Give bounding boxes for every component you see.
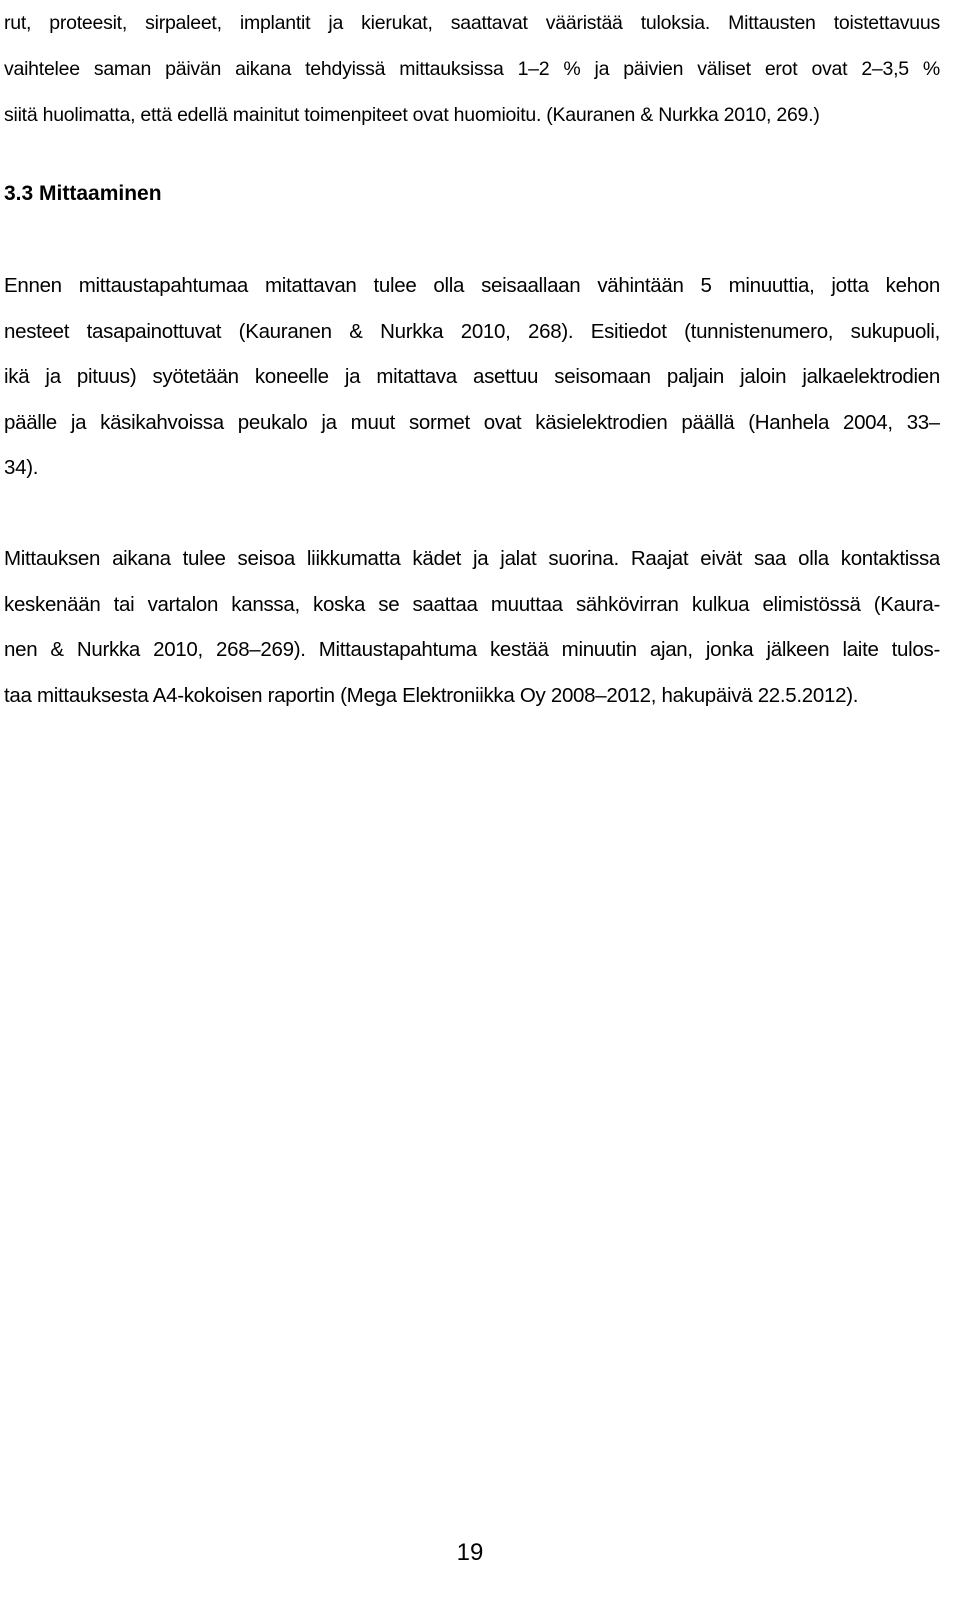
section-heading: 3.3 Mittaaminen [4, 182, 162, 205]
paragraph-line: Mittauksen aikana tulee seisoa liikkumatta kädet ja jalat suorina. Raajat eivät saa olla kontaktissa [4, 547, 940, 570]
paragraph-line: vaihtelee saman päivän aikana tehdyissä mittauksissa 1–2 % ja päivien väliset erot ovat 2–3,5 % [4, 58, 940, 80]
paragraph-line: siitä huolimatta, että edellä mainitut toimenpiteet ovat huomioitu. (Kauranen & Nurkka 2010, 269.) [4, 104, 820, 126]
paragraph-procedure [4, 536, 940, 718]
paragraph-line: nen & Nurkka 2010, 268–269). Mittaustapahtuma kestää minuutin ajan, jonka jälkeen laite tulos- [4, 638, 940, 661]
page-number: 19 [456, 1539, 484, 1566]
paragraph-line: nesteet tasapainottuvat (Kauranen & Nurkka 2010, 268). Esitiedot (tunnistenumero, sukupuoli, [4, 319, 940, 343]
paragraph-line: rut, proteesit, sirpaleet, implantit ja kierukat, saattavat vääristää tuloksia. Mittausten toistettavuus [4, 12, 940, 34]
paragraph-line: 34). [4, 456, 39, 479]
paragraph-measurement [4, 263, 940, 491]
paragraph-line: ikä ja pituus) syötetään koneelle ja mitattava asettuu seisomaan paljain jaloin jalkaelektrodien [4, 365, 940, 388]
paragraph-line: keskenään tai vartalon kanssa, koska se saattaa muuttaa sähkövirran kulkua elimistössä (Kaura- [4, 592, 940, 616]
paragraph-continued [4, 0, 940, 138]
paragraph-line: taa mittauksesta A4-kokoisen raportin (Mega Elektroniikka Oy 2008–2012, hakupäivä 22.5.2012). [4, 683, 859, 707]
paragraph-line: päälle ja käsikahvoissa peukalo ja muut sormet ovat käsielektrodien päällä (Hanhela 2004, 33– [4, 410, 940, 434]
paragraph-line: Ennen mittaustapahtumaa mitattavan tulee olla seisaallaan vähintään 5 minuuttia, jotta kehon [4, 274, 940, 297]
